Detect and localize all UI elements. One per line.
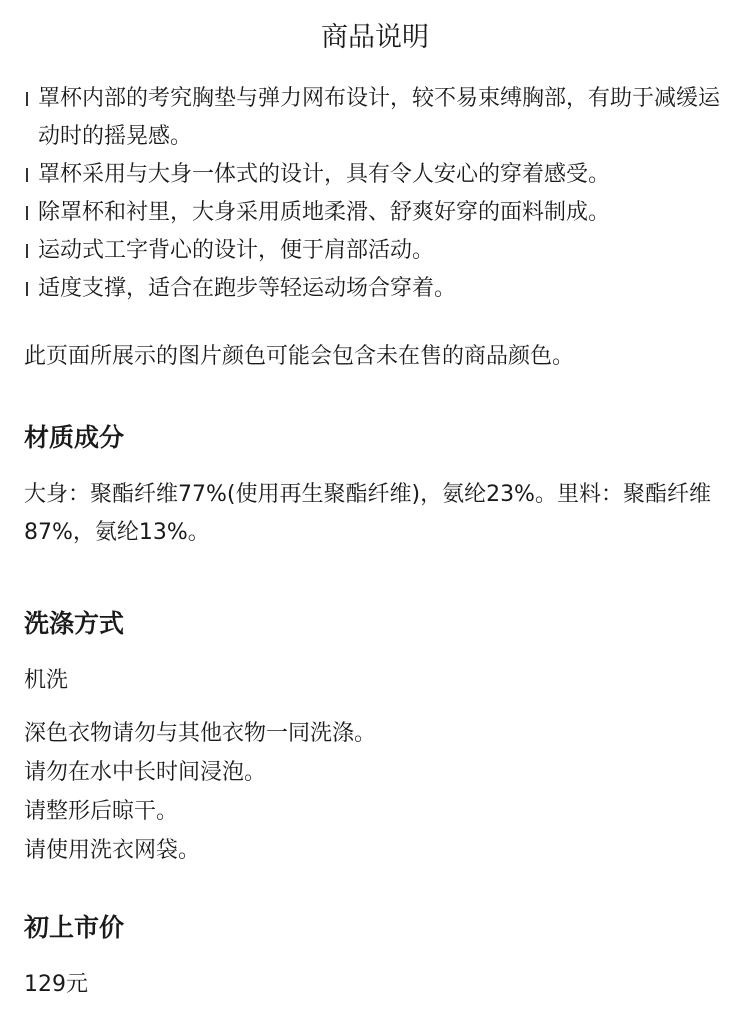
washing-heading: 洗涤方式 (24, 609, 125, 638)
washing-instruction: 请整形后晾干。 (24, 799, 179, 824)
material-text: 大身：聚酯纤维77%(使用再生聚酯纤维)，氨纶23%。里料：聚酯纤维87%，氨纶13%。 (24, 482, 711, 545)
washing-instructions (24, 714, 724, 870)
feature-item: 运动式工字背心的设计，便于肩部活动。 (24, 232, 734, 270)
feature-list (24, 80, 734, 308)
material-heading: 材质成分 (24, 423, 125, 452)
feature-item: 罩杯内部的考究胸垫与弹力网布设计，较不易束缚胸部，有助于减缓运动时的摇晃感。 (24, 80, 734, 156)
feature-item: 适度支撑，适合在跑步等轻运动场合穿着。 (24, 270, 734, 308)
price-heading: 初上市价 (24, 913, 125, 942)
feature-item: 除罩杯和衬里，大身采用质地柔滑、舒爽好穿的面料制成。 (24, 194, 734, 232)
launch-price: 129元 (24, 972, 88, 997)
page-title: 商品说明 (321, 22, 429, 53)
washing-instruction: 深色衣物请勿与其他衣物一同洗涤。 (24, 721, 377, 746)
washing-method: 机洗 (24, 668, 69, 693)
washing-instruction: 请使用洗衣网袋。 (24, 838, 201, 863)
washing-instruction: 请勿在水中长时间浸泡。 (24, 760, 267, 785)
feature-item: 罩杯采用与大身一体式的设计，具有令人安心的穿着感受。 (24, 156, 734, 194)
color-note: 此页面所展示的图片颜色可能会包含未在售的商品颜色。 (24, 344, 575, 369)
